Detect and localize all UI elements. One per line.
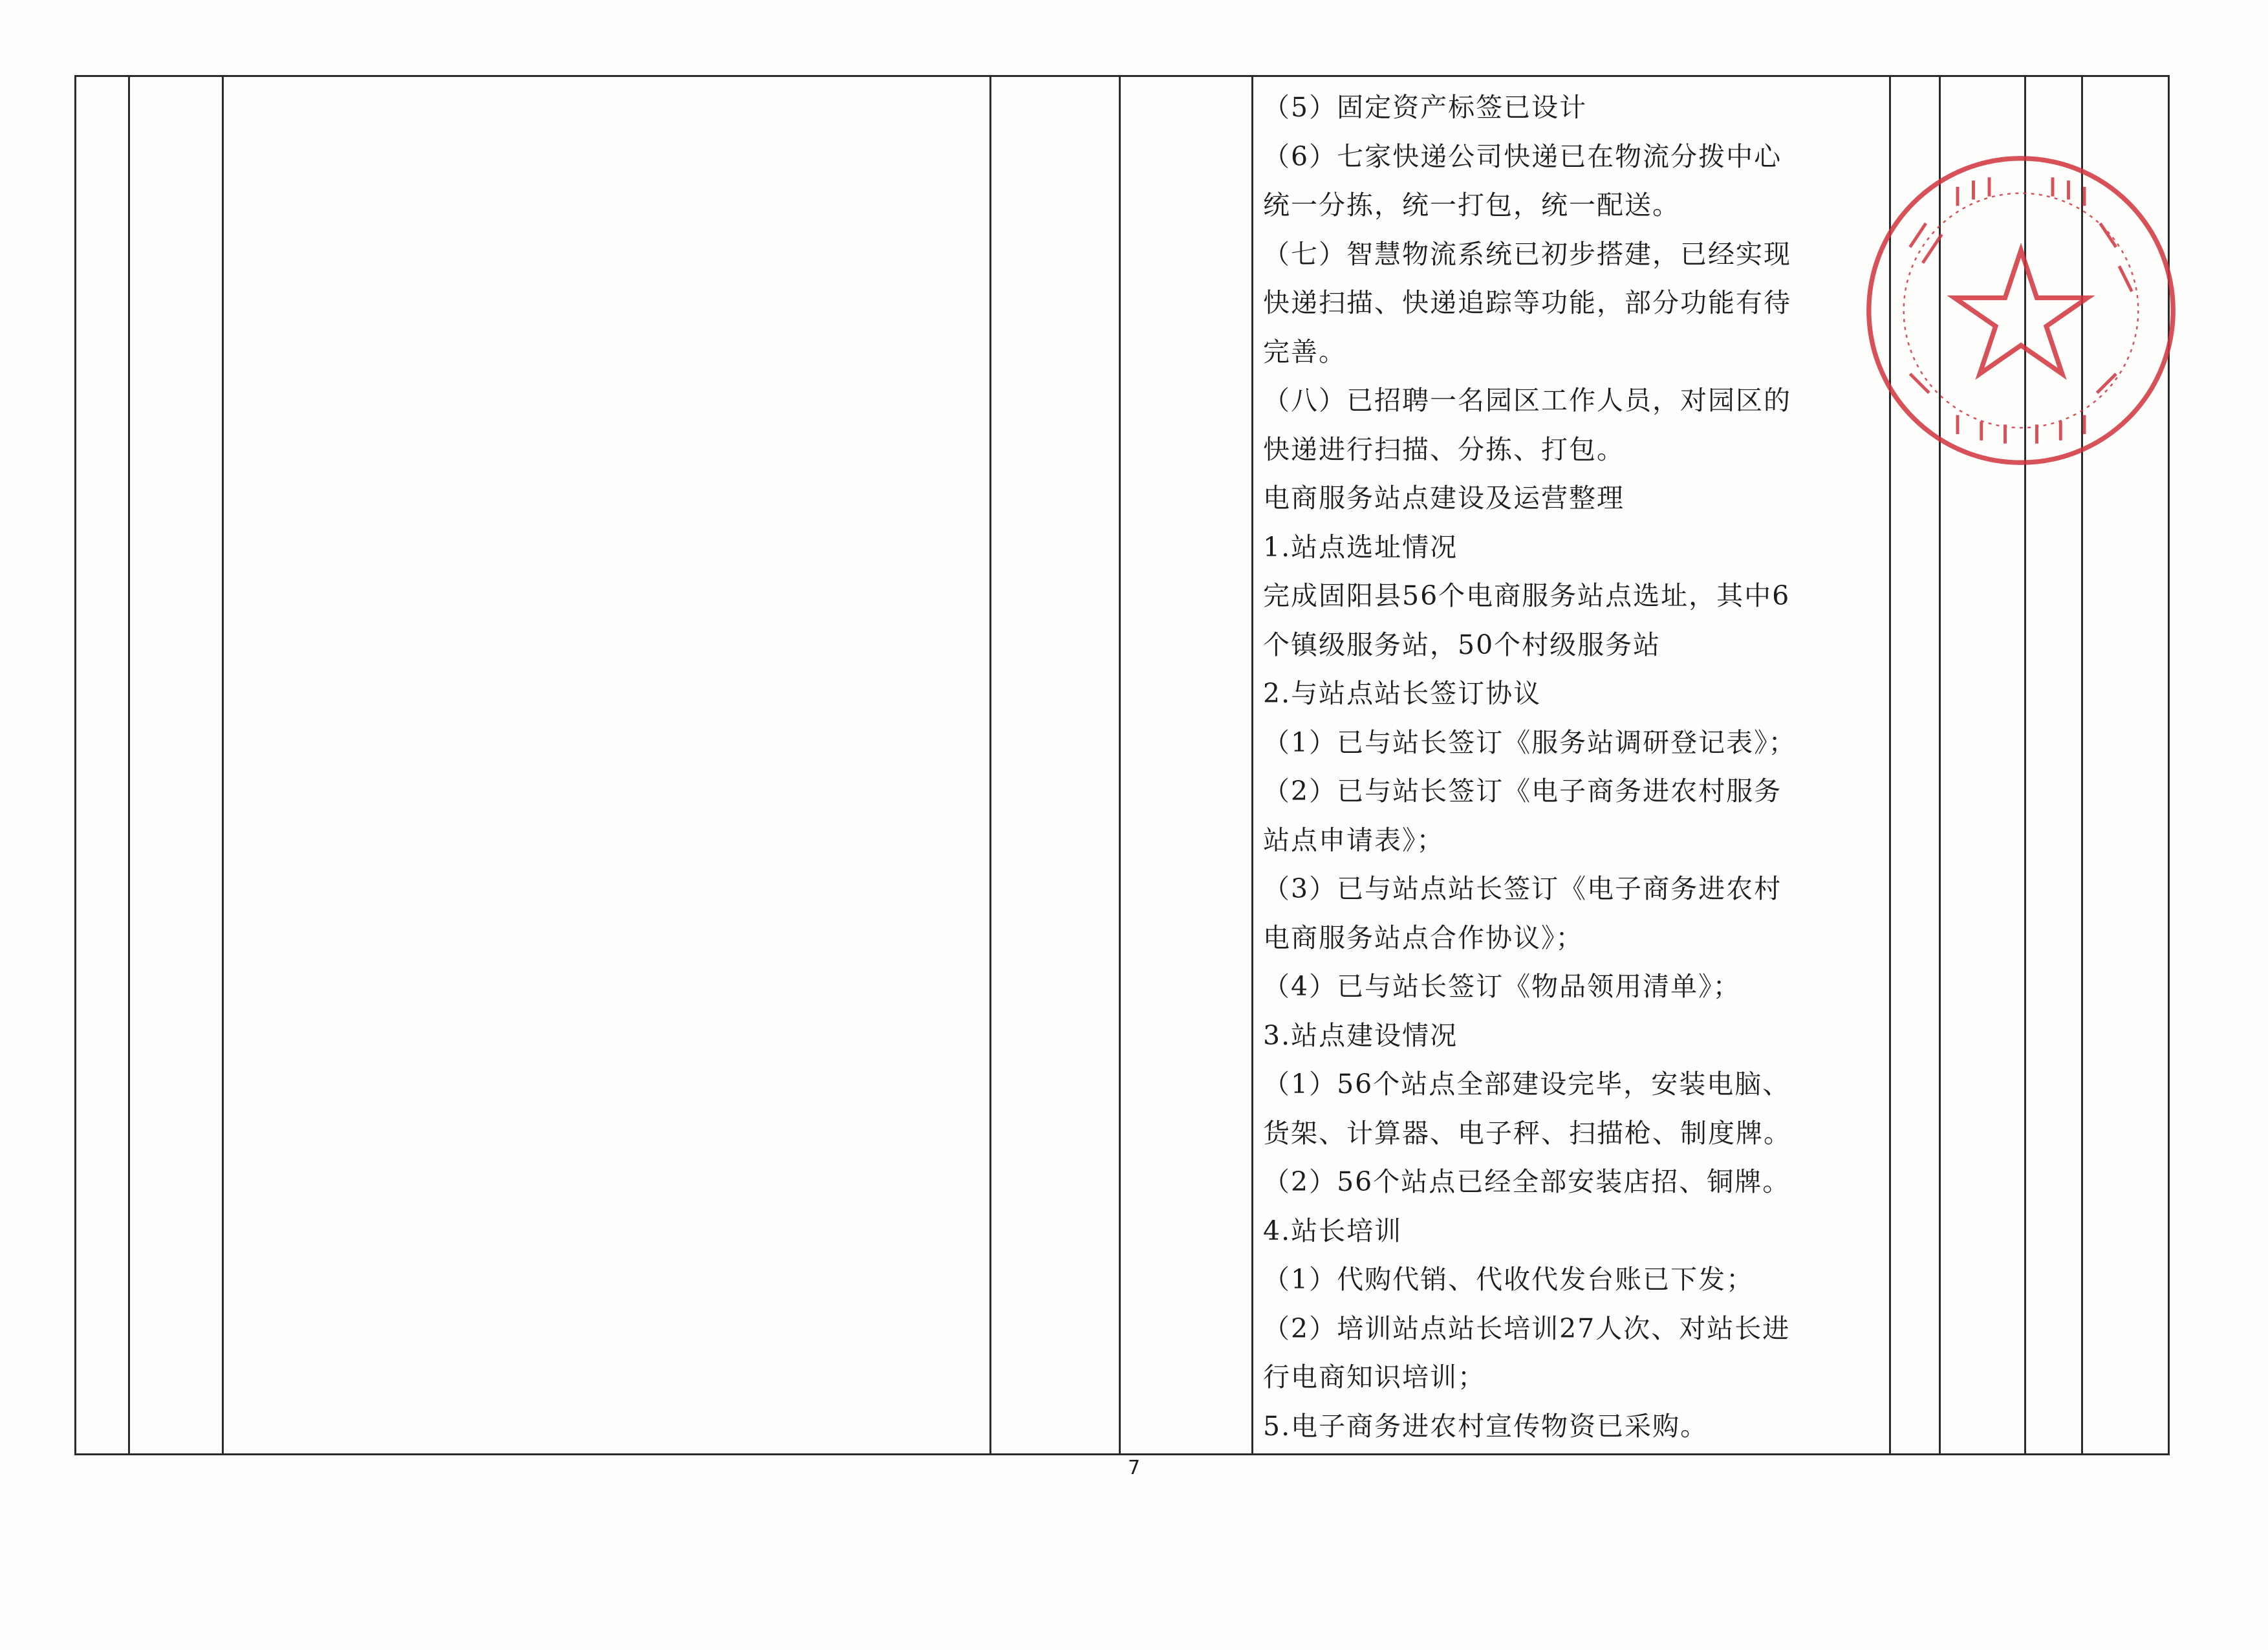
cell-text-line: （1）代购代销、代收代发台账已下发；: [1263, 1264, 1755, 1295]
cell-text-line: 站点申请表》；: [1263, 824, 1445, 856]
cell-text-line: （2）56个站点已经全部安装店招、铜牌。: [1263, 1166, 1791, 1197]
cell-text-line: （3）已与站点站长签订《电子商务进农村: [1263, 873, 1782, 904]
cell-text-line: 完成固阳县56个电商服务站点选址，其中6: [1263, 580, 1791, 611]
cell-text-line: 行电商知识培训；: [1263, 1362, 1485, 1393]
column-divider: [989, 77, 991, 1453]
cell-text-line: （4）已与站长签订《物品领用清单》；: [1263, 971, 1741, 1002]
cell-text-line: （1）56个站点全部建设完毕，安装电脑、: [1263, 1069, 1791, 1100]
progress-description-cell: [1263, 83, 1884, 1451]
report-table: [74, 75, 2170, 1455]
column-divider: [1119, 77, 1121, 1453]
cell-text-line: （七）智慧物流系统已初步搭建，已经实现: [1263, 238, 1791, 270]
subsection-heading: 2.与站点站长签订协议: [1263, 678, 1542, 709]
column-divider: [222, 77, 224, 1453]
section-heading: 电商服务站点建设及运营整理: [1263, 483, 1625, 514]
column-divider: [128, 77, 130, 1453]
cell-text-line: 统一分拣，统一打包，统一配送。: [1263, 190, 1680, 221]
cell-text-line: 货架、计算器、电子秤、扫描枪、制度牌。: [1263, 1117, 1791, 1149]
subsection-heading: 5.电子商务进农村宣传物资已采购。: [1263, 1410, 1709, 1442]
subsection-heading: 3.站点建设情况: [1263, 1019, 1458, 1051]
cell-text-line: （2）培训站点站长培训27人次、对站长进: [1263, 1312, 1791, 1344]
cell-text-line: （八）已招聘一名园区工作人员，对园区的: [1263, 385, 1791, 416]
column-divider: [1251, 77, 1253, 1453]
cell-text-line: 完善。: [1263, 336, 1346, 367]
seal-star-icon: [1954, 250, 2088, 374]
cell-text-line: 快递扫描、快递追踪等功能，部分功能有待: [1263, 287, 1791, 318]
official-seal-stamp: [1863, 152, 2179, 469]
cell-text-line: （5）固定资产标签已设计: [1263, 92, 1588, 123]
seal-outer-ring: [1869, 158, 2173, 462]
subsection-heading: 1.站点选址情况: [1263, 531, 1458, 563]
page-number: 7: [1127, 1457, 1141, 1479]
cell-text-line: （1）已与站长签订《服务站调研登记表》；: [1263, 726, 1797, 758]
cell-text-line: 电商服务站点合作协议》；: [1263, 922, 1584, 953]
subsection-heading: 4.站长培训: [1263, 1215, 1403, 1246]
cell-text-line: 快递进行扫描、分拣、打包。: [1263, 433, 1625, 465]
cell-text-line: 个镇级服务站，50个村级服务站: [1263, 629, 1661, 660]
cell-text-line: （6）七家快递公司快递已在物流分拨中心: [1263, 140, 1782, 172]
seal-text-marks: [1910, 177, 2132, 444]
cell-text-line: （2）已与站长签订《电子商务进农村服务: [1263, 776, 1782, 807]
